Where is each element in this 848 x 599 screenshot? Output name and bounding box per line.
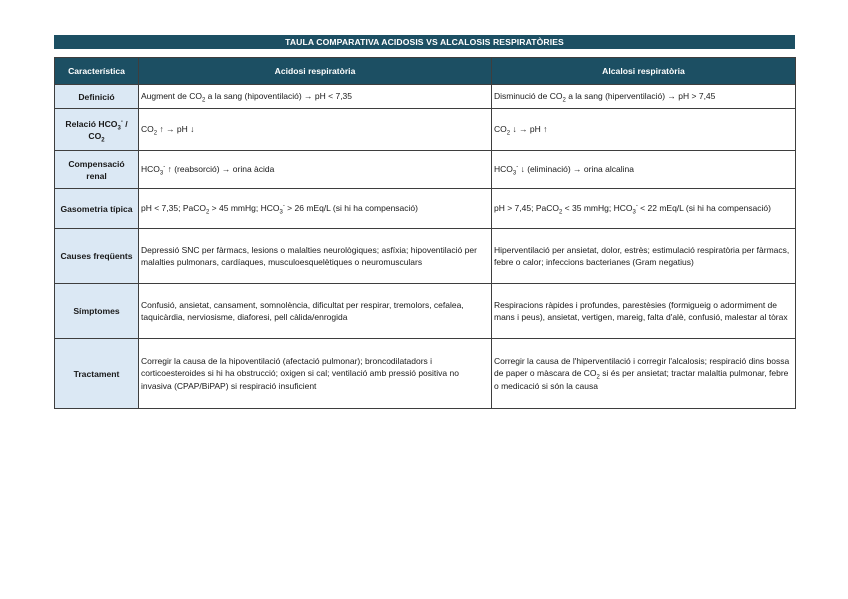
alkalosis-cell-causes: Hiperventilació per ansietat, dolor, estrès; estimulació respiratòria per fàrmacs, febre o calor; infeccions bacterianes (Gram negatius) <box>492 229 796 284</box>
alkalosis-cell-definition: Disminució de $CO_2$ a la sang (hiperventilació) → pH > 7,45 <box>492 85 796 109</box>
acidosis-cell-treatment: Corregir la causa de la hipoventilació (afectació pulmonar); broncodilatadors i corticoesteroides si hi ha obstrucció; oxigen si cal; ventilació amb pressió positiva no invasiva (CPAP/BiPAP) si respiració insuficient <box>139 339 492 409</box>
row-label-symptoms: Símptomes <box>55 284 139 339</box>
acidosis-cell-gasometry: pH < 7,35; PaCO$_2$ > 45 mmHg; $HCO_3^- > 26$ mEq/L (si hi ha compensació) <box>139 189 492 229</box>
header-alkalosis: Alcalosi respiratòria <box>492 58 796 85</box>
row-label-renal: Compensació renal <box>55 151 139 189</box>
acidosis-cell-causes: Depressió SNC per fàrmacs, lesions o malalties neurològiques; asfíxia; hipoventilació per malalties pulmonars, cardíaques, musculoesquelètiques o neuromusculars <box>139 229 492 284</box>
alkalosis-cell-symptoms: Respiracions ràpides i profundes, parestèsies (formigueig o adormiment de mans i peus), ansietat, vertigen, mareig, falta d'alè, confusió, malestar al tòrax <box>492 284 796 339</box>
header-feature: Característica <box>55 58 139 85</box>
table-row <box>55 109 796 151</box>
header-row <box>55 58 796 85</box>
row-label-treatment: Tractament <box>55 339 139 409</box>
row-label-causes: Causes freqüents <box>55 229 139 284</box>
acidosis-cell-ratio: $CO_2$ ↑ → pH ↓ <box>139 109 492 151</box>
alkalosis-cell-treatment: Corregir la causa de l'hiperventilació i corregir l'alcalosis; respiració dins bossa de paper o màscara de $CO_2$ si és per ansietat; tractar malaltia pulmonar, febre o medicació si són la causa <box>492 339 796 409</box>
table-row <box>55 85 796 109</box>
table-row <box>55 229 796 284</box>
table-row <box>55 189 796 229</box>
table-row <box>55 284 796 339</box>
comparison-table <box>54 57 796 409</box>
acidosis-cell-symptoms: Confusió, ansietat, cansament, somnolència, dificultat per respirar, tremolors, cefalea, taquicàrdia, nerviosisme, diaforesi, pell càlida/enrogida <box>139 284 492 339</box>
row-label-gasometry: Gasometria típica <box>55 189 139 229</box>
table-row <box>55 339 796 409</box>
acidosis-cell-definition: Augment de $CO_2$ a la sang (hipoventilació) → pH < 7,35 <box>139 85 492 109</box>
alkalosis-cell-gasometry: pH > 7,45; PaCO$_2$ < 35 mmHg; $HCO_3^- < 22$ mEq/L (si hi ha compensació) <box>492 189 796 229</box>
row-label-ratio: Relació $HCO_3^- / CO_2$ <box>55 109 139 151</box>
header-acidosis: Acidosi respiratòria <box>139 58 492 85</box>
alkalosis-cell-ratio: $CO_2$ ↓ → pH ↑ <box>492 109 796 151</box>
table-title: TAULA COMPARATIVA ACIDOSIS VS ALCALOSIS RESPIRATÒRIES <box>54 35 795 49</box>
table-row <box>55 151 796 189</box>
row-label-definition: Definició <box>55 85 139 109</box>
acidosis-cell-renal: $HCO_3^-$ ↑ (reabsorció) → orina àcida <box>139 151 492 189</box>
alkalosis-cell-renal: $HCO_3^-$ ↓ (eliminació) → orina alcalina <box>492 151 796 189</box>
